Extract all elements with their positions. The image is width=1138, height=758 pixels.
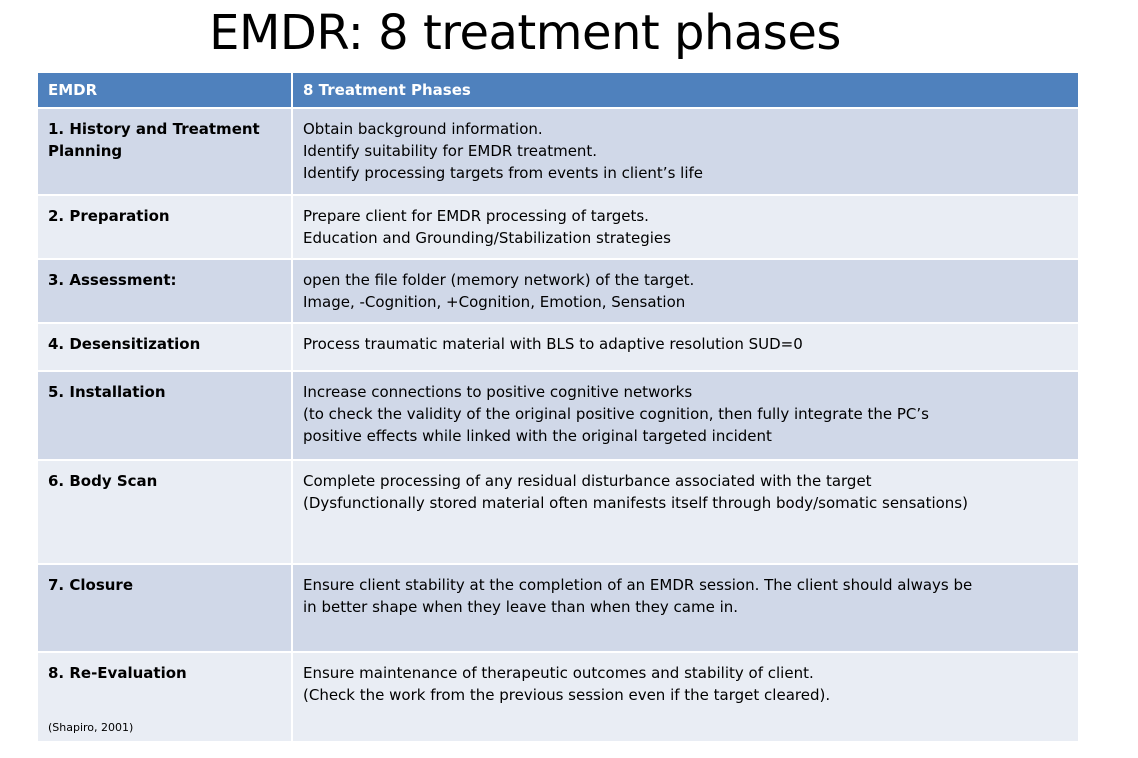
phase-description [292,564,1078,652]
phase-name: 4. Desensitization [38,323,292,371]
phase-name: 3. Assessment: [38,259,292,323]
phase-name: 1. History and Treatment Planning [38,108,292,195]
table-row-phase-8 [38,652,1078,742]
description-line: (Dysfunctionally stored material often manifests itself through body/somatic sensations) [303,494,968,512]
phase-name: 5. Installation [38,371,292,460]
description-line: Process traumatic material with BLS to adaptive resolution SUD=0 [303,335,803,353]
table-header-row [38,73,1078,108]
description-line: Image, -Cognition, +Cognition, Emotion, Sensation [303,293,686,311]
description-line: Prepare client for EMDR processing of targets. [303,207,649,225]
table-row-phase-7 [38,564,1078,652]
table-row-phase-3 [38,259,1078,323]
phase-description [292,323,1078,371]
table-row-phase-4 [38,323,1078,371]
phase-description [292,195,1078,259]
phase-name: 2. Preparation [38,195,292,259]
description-line: Complete processing of any residual disturbance associated with the target [303,472,872,490]
description-line: Ensure client stability at the completion of an EMDR session. The client should always be [303,576,973,594]
description-line: in better shape when they leave than when they came in. [303,598,739,616]
description-line: Obtain background information. [303,120,543,138]
description-line: (to check the validity of the original positive cognition, then fully integrate the PC’s [303,405,929,423]
description-line: positive effects while linked with the original targeted incident [303,427,772,445]
description-line: open the file folder (memory network) of the target. [303,271,695,289]
phase-description [292,259,1078,323]
phase-name: 8. Re-Evaluation [48,664,187,682]
phases-table [38,73,1078,743]
description-line: Identify suitability for EMDR treatment. [303,142,598,160]
table-row-phase-2 [38,195,1078,259]
phase-name: 7. Closure [38,564,292,652]
phase-description [292,652,1078,742]
phase-name-cell [38,652,292,742]
citation: (Shapiro, 2001) [48,721,134,734]
header-emdr: EMDR [38,73,292,108]
phase-description [292,460,1078,564]
phase-name: 6. Body Scan [38,460,292,564]
description-line: Identify processing targets from events in client’s life [303,164,704,182]
slide-title: EMDR: 8 treatment phases [209,5,841,61]
phases-table-container [38,73,1078,743]
description-line: Increase connections to positive cognitive networks [303,383,693,401]
description-line: (Check the work from the previous session even if the target cleared). [303,686,831,704]
table-row-phase-1 [38,108,1078,195]
table-row-phase-6 [38,460,1078,564]
header-treatment-phases: 8 Treatment Phases [292,73,1078,108]
phase-description [292,371,1078,460]
description-line: Education and Grounding/Stabilization strategies [303,229,671,247]
table-row-phase-5 [38,371,1078,460]
description-line: Ensure maintenance of therapeutic outcomes and stability of client. [303,664,814,682]
phase-description [292,108,1078,195]
